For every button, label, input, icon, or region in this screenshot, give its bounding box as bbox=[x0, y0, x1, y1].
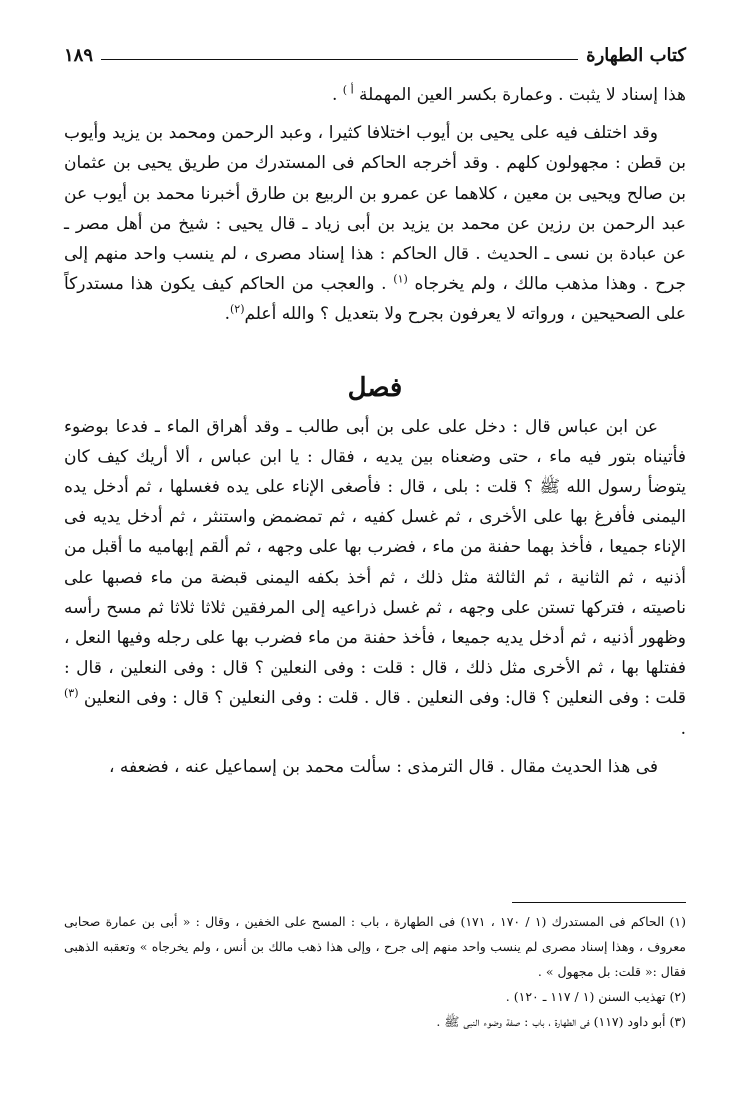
running-header bbox=[64, 38, 686, 72]
paragraph-after-hadith: فى هذا الحديث مقال . قال الترمذى : سألت محمد بن إسماعيل عنه ، فضعفه ، bbox=[108, 756, 658, 777]
footnote-2: (٢) تهذيب السنن (١ / ١١٧ ـ ١٢٠) . bbox=[505, 989, 686, 1004]
header-rule bbox=[101, 59, 578, 60]
footnote-ref-3: (٣) bbox=[64, 686, 79, 700]
footnotes bbox=[64, 902, 686, 1034]
footnote-ref-1: (١) bbox=[393, 272, 408, 286]
book-title: كتاب الطهارة bbox=[586, 44, 686, 66]
page-content bbox=[64, 38, 686, 782]
paragraph-2: وقد اختلف فيه على يحيى بن أيوب اختلافا كثيرا ، وعبد الرحمن ومحمد بن يزيد وأيوب بن قطن : مجهولون كلهم . وقد أخرجه الحاكم فى المستدرك من طريق يحيى بن عثمان بن صالح ويحيى بن معين ، كلاهما عن عمرو بن الربيع بن طارق أخبرنا محمد بن أيوب عن عبد الرحمن بن رزين عن محمد بن يزيد بن أبى زياد ـ قال يحيى : شيخ من أهل مصر ـ عن عبادة بن نسى ـ الحديث . قال الحاكم : هذا إسناد مصرى ، لم ينسب واحد منهم إلى جرح . وهذا مذهب مالك ، ولم يخرجاه $^{(١)}$ . والعجب من الحاكم كيف يكون هذا مستدركاً على الصحيحين ، ورواته لا يعرفون بجرح ولا بتعديل ؟ والله أعلم$^{(٢)}$. bbox=[64, 123, 686, 325]
footnote-rule bbox=[512, 902, 686, 903]
footnote-ref-2: (٢) bbox=[229, 302, 245, 316]
page-number: ١٨٩ bbox=[64, 44, 94, 66]
section-heading: فصل bbox=[347, 372, 403, 403]
footnote-3: (٣) أبو داود (١١٧) فى الطهارة ، باب : صفة وضوء النبى ﷺ . bbox=[436, 1014, 686, 1029]
footnote-1: (١) الحاكم فى المستدرك (١ / ١٧٠ ، ١٧١) فى الطهارة ، باب : المسح على الخفين ، وقال : « أبى بن عمارة صحابى معروف ، وهذا إسناد مصرى لم ينسب واحد منهم إلى جرح ، وإلى هذا ذهب مالك بن أنس ، ولم يخرجاه » وتعقبه الذهبى فقال :« قلت: بل مجهول » . bbox=[64, 914, 686, 979]
hadith-paragraph: عن ابن عباس قال : دخل على على بن أبى طالب ـ وقد أهراق الماء ـ فدعا بوضوء فأتيناه بتور فيه ماء ، حتى وضعناه بين يديه ، فقال : يا ابن عباس ، ألا أريك كيف كان يتوضأ رسول الله ﷺ ؟ قلت : بلى ، قال : فأصغى الإناء على يده فغسلها ، ثم أدخل يده اليمنى فأفرغ بها على الأخرى ، ثم غسل كفيه ، ثم تمضمض واستنثر ، ثم أدخل يديه فى الإناء جميعا ، فأخذ بهما حفنة من ماء ، فضرب بها على وجهه ، ثم ألقم إبهاميه ما أقبل من أذنيه ، ثم الثانية ، ثم الثالثة مثل ذلك ، ثم أخذ بكفه اليمنى قبضة من ماء فصبها على ناصيته ، فتركها تستن على وجهه ، ثم غسل ذراعيه إلى المرفقين ثلاثا ثلاثا ثم مسح رأسه وظهور أذنيه ، ثم أدخل يديه جميعا ، فأخذ حفنة من ماء فضرب بها على رجله وفيها النعل ، ففتلها بها ، ثم الأخرى مثل ذلك ، قال : قلت : وفى النعلين ؟ قال : وفى النعلين ، قال : قلت : وفى النعلين ؟ قال: وفى النعلين . قال . قلت : وفى النعلين ؟ قال : وفى النعلين $^{(٣)}$ . bbox=[64, 416, 686, 739]
main-text bbox=[64, 80, 686, 782]
paragraph-1: هذا إسناد لا يثبت . وعمارة بكسر العين المهملة $^{أ )}$ . bbox=[331, 83, 686, 105]
ref-a: أ ) bbox=[342, 83, 354, 97]
